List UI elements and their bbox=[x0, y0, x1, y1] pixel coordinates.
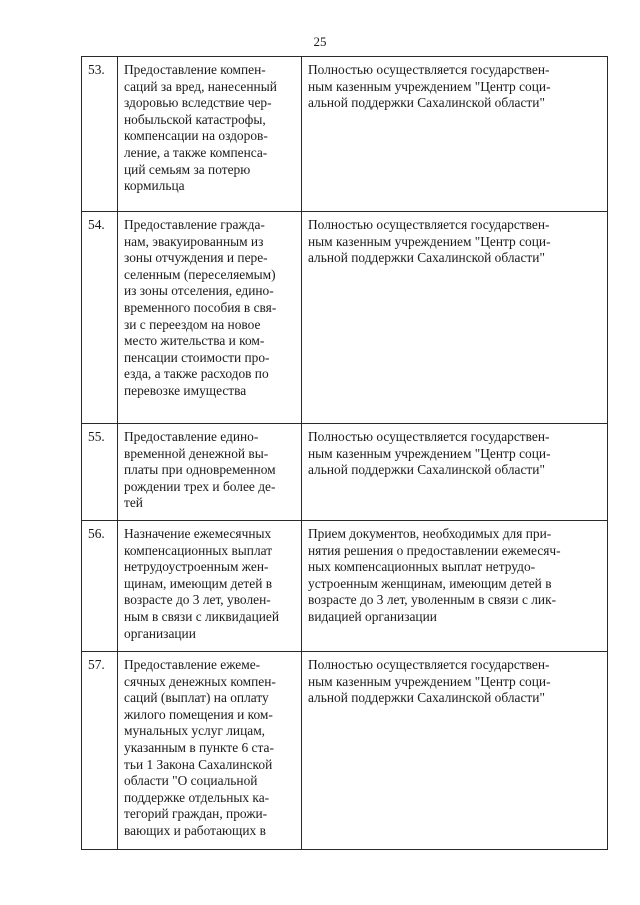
service-name-line: Предоставление едино- bbox=[124, 429, 259, 444]
service-name-line: временной денежной вы- bbox=[124, 445, 269, 461]
service-name-line: перевозке имущества bbox=[124, 382, 247, 398]
service-name-line: сячных денежных компен- bbox=[124, 673, 276, 689]
service-provision-line: ным казенным учреждением "Центр соци- bbox=[308, 78, 551, 94]
service-name-line: зи с переездом на новое bbox=[124, 316, 261, 332]
service-provision-line: ным казенным учреждением "Центр соци- bbox=[308, 673, 551, 689]
service-provision-line: Полностью осуществляется государствен- bbox=[308, 217, 550, 232]
service-provision-line: устроенным женщинам, имеющим детей в bbox=[308, 575, 552, 591]
service-provision-line: ным казенным учреждением "Центр соци- bbox=[308, 445, 551, 461]
service-name-line: возрасте до 3 лет, уволен- bbox=[124, 592, 271, 608]
service-name-line: здоровью вследствие чер- bbox=[124, 95, 272, 111]
service-provision-line: нятия решения о предоставлении ежемесяч- bbox=[308, 542, 561, 558]
service-provision-line: ным казенным учреждением "Центр соци- bbox=[308, 233, 551, 249]
service-name-line: мунальных услуг лицам, bbox=[124, 723, 266, 739]
service-name-line: вающих и работающих в bbox=[124, 822, 266, 838]
service-name-line: поддержке отдельных ка- bbox=[124, 789, 270, 805]
service-name-line: компенсации на оздоров- bbox=[124, 128, 268, 144]
service-name-line: тегорий граждан, прожи- bbox=[124, 806, 268, 822]
services-table bbox=[81, 56, 608, 850]
service-name bbox=[118, 212, 302, 424]
service-name-line: Назначение ежемесячных bbox=[124, 526, 272, 541]
service-name-line: тьи 1 Закона Сахалинской bbox=[124, 756, 273, 772]
service-name-line: езда, а также расходов по bbox=[124, 366, 269, 382]
service-provision-line: Полностью осуществляется государствен- bbox=[308, 657, 550, 672]
service-name-line: тей bbox=[124, 495, 143, 511]
table-row bbox=[82, 57, 608, 212]
service-name-line: временного пособия в свя- bbox=[124, 299, 277, 315]
service-name-line: пенсации стоимости про- bbox=[124, 349, 270, 365]
service-provision bbox=[302, 424, 608, 521]
service-provision-line: видацией организации bbox=[308, 608, 437, 624]
table-row bbox=[82, 424, 608, 521]
service-name bbox=[118, 521, 302, 652]
service-provision bbox=[302, 212, 608, 424]
table-row bbox=[82, 212, 608, 424]
page-number: 25 bbox=[313, 34, 327, 49]
service-provision-line: возрасте до 3 лет, уволенным в связи с лик- bbox=[308, 592, 557, 608]
service-name-line: кормильца bbox=[124, 178, 185, 194]
service-name-line: указанным в пункте 6 ста- bbox=[124, 739, 274, 755]
service-name-line: нам, эвакуированным из bbox=[124, 233, 264, 249]
service-provision-line: Полностью осуществляется государствен- bbox=[308, 429, 550, 444]
service-provision-line: Полностью осуществляется государствен- bbox=[308, 62, 550, 77]
service-name-line: Предоставление компен- bbox=[124, 62, 266, 77]
service-name-line: ление, а также компенса- bbox=[124, 144, 268, 160]
service-name bbox=[118, 424, 302, 521]
row-number: 55. bbox=[82, 424, 118, 521]
service-name-line: селенным (переселяемым) bbox=[124, 266, 276, 282]
service-name-line: из зоны отселения, едино- bbox=[124, 283, 274, 299]
service-name bbox=[118, 57, 302, 212]
row-number: 53. bbox=[82, 57, 118, 212]
row-number: 54. bbox=[82, 212, 118, 424]
service-name-line: жилого помещения и ком- bbox=[124, 706, 273, 722]
service-name bbox=[118, 652, 302, 850]
service-provision-line: альной поддержки Сахалинской области" bbox=[308, 690, 545, 706]
service-name-line: нобыльской катастрофы, bbox=[124, 111, 266, 127]
service-provision-line: ных компенсационных выплат нетрудо- bbox=[308, 559, 536, 575]
service-name-line: Предоставление гражда- bbox=[124, 217, 265, 232]
service-provision bbox=[302, 652, 608, 850]
service-name-line: саций (выплат) на оплату bbox=[124, 690, 269, 706]
service-provision bbox=[302, 57, 608, 212]
service-provision-line: альной поддержки Сахалинской области" bbox=[308, 95, 545, 111]
service-name-line: платы при одновременном bbox=[124, 462, 276, 478]
service-name-line: рождении трех и более де- bbox=[124, 478, 276, 494]
services-table-body bbox=[82, 57, 608, 850]
service-name-line: организации bbox=[124, 625, 196, 641]
service-name-line: нетрудоустроенным жен- bbox=[124, 559, 269, 575]
service-name-line: саций за вред, нанесенный bbox=[124, 78, 277, 94]
service-provision-line: альной поддержки Сахалинской области" bbox=[308, 250, 545, 266]
service-name-line: области "О социальной bbox=[124, 773, 258, 789]
row-number: 57. bbox=[82, 652, 118, 850]
service-name-line: ным в связи с ликвидацией bbox=[124, 608, 280, 624]
table-row bbox=[82, 521, 608, 652]
service-provision-line: альной поддержки Сахалинской области" bbox=[308, 462, 545, 478]
service-provision bbox=[302, 521, 608, 652]
row-number: 56. bbox=[82, 521, 118, 652]
service-provision-line: Прием документов, необходимых для при- bbox=[308, 526, 552, 541]
service-name-line: ций семьям за потерю bbox=[124, 161, 251, 177]
table-row bbox=[82, 652, 608, 850]
service-name-line: зоны отчуждения и пере- bbox=[124, 250, 268, 266]
service-name-line: Предоставление ежеме- bbox=[124, 657, 261, 672]
service-name-line: щинам, имеющим детей в bbox=[124, 575, 273, 591]
service-name-line: место жительства и ком- bbox=[124, 333, 265, 349]
service-name-line: компенсационных выплат bbox=[124, 542, 273, 558]
